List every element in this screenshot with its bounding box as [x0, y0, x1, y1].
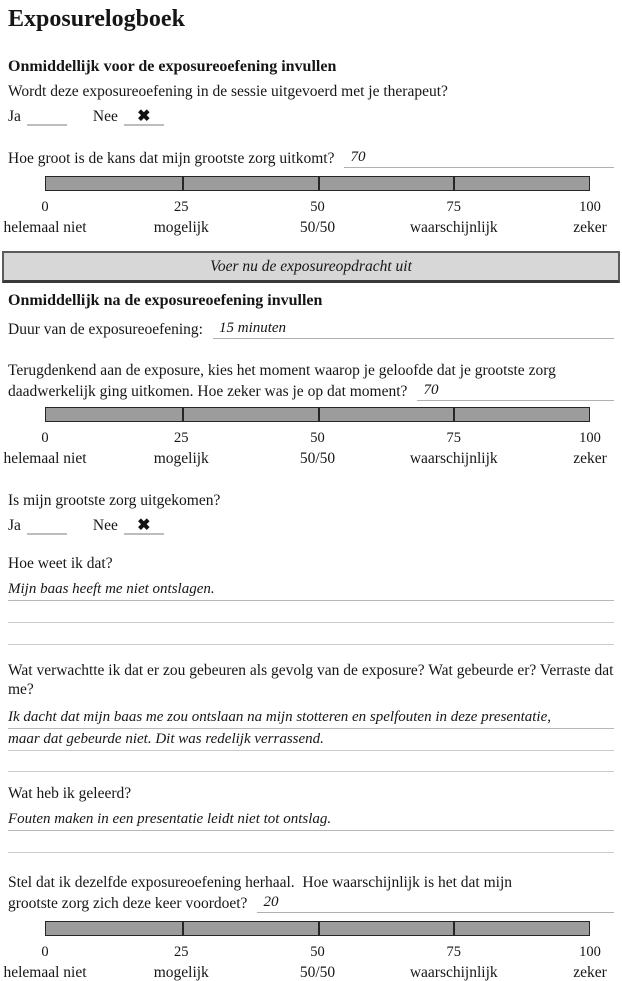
- how-know-answer: Mijn baas heeft me niet ontslagen.: [8, 581, 215, 597]
- tick-50: [318, 922, 320, 935]
- learned-answer: Fouten maken in een presentatie leidt niet tot ontslag.: [8, 811, 332, 827]
- tick-25: [182, 177, 184, 190]
- slider-number-labels: [41, 430, 601, 446]
- tick-75: [453, 922, 455, 935]
- num-100: 100: [579, 944, 601, 960]
- ja-answer-line[interactable]: [27, 108, 67, 126]
- moment-input-field[interactable]: [417, 380, 614, 401]
- num-25: 25: [174, 199, 189, 215]
- word-zeker: zeker: [573, 219, 607, 236]
- ja-label: Ja: [8, 517, 21, 534]
- tick-75: [453, 408, 455, 421]
- question-moment-row: [8, 380, 614, 401]
- num-75: 75: [446, 944, 461, 960]
- word-helemaal-niet: helemaal niet: [3, 964, 87, 981]
- chance-value: 70: [350, 149, 366, 165]
- expectation-answer-text2: maar dat gebeurde niet. Dit was redelijk verrassend.: [8, 731, 324, 747]
- word-helemaal-niet: helemaal niet: [3, 450, 87, 467]
- x-mark-icon: ✖: [137, 517, 151, 534]
- question-duration-row: [8, 318, 614, 339]
- ja-answer-line[interactable]: [27, 517, 67, 535]
- outcome-yesno-row: [8, 516, 614, 538]
- section-before-heading: Onmiddellijk voor de exposureoefening invullen: [8, 58, 337, 75]
- how-know-answer-line[interactable]: [8, 577, 614, 601]
- nee-answer-line[interactable]: [124, 517, 164, 535]
- slider-word-labels: [3, 450, 607, 467]
- tick-50: [318, 177, 320, 190]
- word-5050: 50/50: [299, 964, 336, 981]
- question-repeat-line1: Stel dat ik dezelfde exposureoefening herhaal. Hoe waarschijnlijk is het dat mijn: [8, 874, 513, 891]
- expectation-answer-line2[interactable]: [8, 729, 614, 751]
- question-repeat-line2: grootste zorg zich deze keer voordoet?: [8, 895, 248, 912]
- tick-25: [182, 922, 184, 935]
- repeat-value: 20: [263, 894, 279, 910]
- nee-label: Nee: [92, 517, 118, 534]
- question-moment-line1: Terugdenkend aan de exposure, kies het moment waarop je geloofde dat je grootste zorg: [8, 362, 556, 379]
- question-learned: Wat heb ik geleerd?: [8, 785, 132, 802]
- question-chance: Hoe groot is de kans dat mijn grootste zorg uitkomt?: [8, 150, 335, 167]
- question-expectation: Wat verwachtte ik dat er zou gebeuren als gevolg van de exposure? Wat gebeurde er? Verraste dat me?: [8, 662, 614, 698]
- ja-label: Ja: [8, 108, 21, 125]
- word-zeker: zeker: [573, 450, 607, 467]
- word-zeker: zeker: [573, 964, 607, 981]
- duration-input-field[interactable]: [213, 318, 614, 339]
- section-after-heading: Onmiddellijk na de exposureoefening invullen: [8, 292, 323, 309]
- word-mogelijk: mogelijk: [153, 450, 209, 467]
- question-repeat-row: [8, 892, 614, 913]
- slider-word-labels: [3, 219, 607, 236]
- exposure-task-button[interactable]: Voer nu de exposureopdracht uit: [2, 251, 620, 283]
- word-waarschijnlijk: waarschijnlijk: [409, 219, 498, 236]
- num-0: 0: [41, 430, 49, 446]
- writing-line[interactable]: [8, 601, 614, 623]
- moment-value: 70: [423, 382, 439, 398]
- nee-answer-line[interactable]: [124, 108, 164, 126]
- num-0: 0: [41, 199, 49, 215]
- word-mogelijk: mogelijk: [153, 219, 209, 236]
- word-mogelijk: mogelijk: [153, 964, 209, 981]
- num-25: 25: [174, 430, 189, 446]
- num-75: 75: [446, 430, 461, 446]
- slider-number-labels: [41, 944, 601, 960]
- tick-25: [182, 408, 184, 421]
- chance-input-field[interactable]: [344, 147, 614, 168]
- slider-bar[interactable]: [45, 176, 590, 191]
- question-chance-row: [8, 147, 614, 168]
- tick-50: [318, 408, 320, 421]
- num-100: 100: [579, 199, 601, 215]
- question-therapist: Wordt deze exposureoefening in de sessie uitgevoerd met je therapeut?: [8, 83, 448, 100]
- therapist-yesno-row: [8, 107, 614, 129]
- repeat-input-field[interactable]: [257, 892, 614, 913]
- x-mark-icon: ✖: [137, 108, 151, 125]
- question-outcome: Is mijn grootste zorg uitgekomen?: [8, 492, 221, 509]
- word-5050: 50/50: [299, 450, 336, 467]
- expectation-answer-text1: Ik dacht dat mijn baas me zou ontslaan na mijn stotteren en spelfouten in deze presentatie,: [8, 709, 551, 725]
- tick-75: [453, 177, 455, 190]
- word-5050: 50/50: [299, 219, 336, 236]
- slider-bar[interactable]: [45, 407, 590, 422]
- num-50: 50: [310, 199, 325, 215]
- certainty-slider-after: [3, 407, 607, 467]
- page-title: Exposurelogboek: [8, 6, 185, 32]
- nee-label: Nee: [92, 108, 118, 125]
- word-helemaal-niet: helemaal niet: [3, 219, 87, 236]
- writing-line[interactable]: [8, 623, 614, 645]
- writing-line[interactable]: [8, 751, 614, 772]
- word-waarschijnlijk: waarschijnlijk: [409, 450, 498, 467]
- slider-word-labels: [3, 964, 607, 981]
- question-duration: Duur van de exposureoefening:: [8, 321, 203, 338]
- question-how-know: Hoe weet ik dat?: [8, 555, 113, 572]
- probability-slider-repeat: [3, 921, 607, 981]
- slider-number-labels: [41, 199, 601, 215]
- probability-slider-before: [3, 176, 607, 236]
- slider-bar[interactable]: [45, 921, 590, 936]
- num-0: 0: [41, 944, 49, 960]
- learned-answer-line[interactable]: [8, 807, 614, 831]
- num-75: 75: [446, 199, 461, 215]
- writing-line[interactable]: [8, 831, 614, 853]
- num-100: 100: [579, 430, 601, 446]
- question-moment-line2: daadwerkelijk ging uitkomen. Hoe zeker was je op dat moment?: [8, 383, 408, 400]
- duration-value: 15 minuten: [218, 320, 287, 336]
- word-waarschijnlijk: waarschijnlijk: [409, 964, 498, 981]
- num-50: 50: [310, 430, 325, 446]
- num-25: 25: [174, 944, 189, 960]
- num-50: 50: [310, 944, 325, 960]
- expectation-answer-line1[interactable]: [8, 703, 614, 729]
